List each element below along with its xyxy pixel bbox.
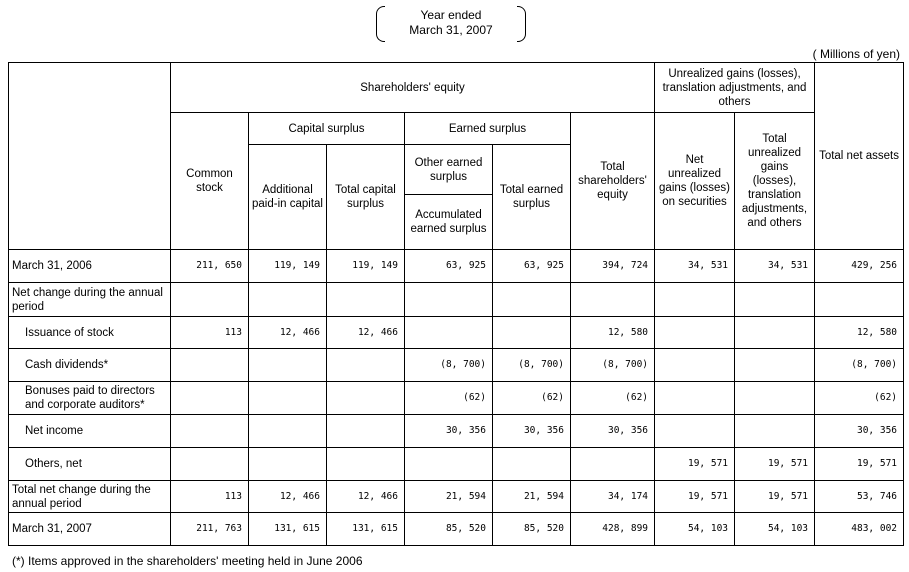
table-row [9,382,904,415]
cell-value: 53, 746 [815,481,904,513]
header-capital-surplus: Capital surplus [249,113,405,145]
units-label: ( Millions of yen) [812,47,900,61]
header-accumulated-earned-surplus: Accumulated earned surplus [405,195,493,250]
cell-value [249,415,327,448]
cell-value [171,382,249,415]
table-row [9,250,904,283]
cell-value: 63, 925 [493,250,571,283]
cell-value: (8, 700) [571,349,655,382]
cell-value: 30, 356 [571,415,655,448]
cell-value: 12, 466 [249,481,327,513]
table-row [9,448,904,481]
cell-value [493,448,571,481]
header-net-unrealized-gains: Net unrealized gains (losses) on securities [655,113,735,250]
cell-value: (8, 700) [493,349,571,382]
row-label: Net change during the annual period [9,283,171,317]
cell-value [405,283,493,317]
cell-value [735,317,815,349]
header-total-net-assets: Total net assets [815,63,904,250]
header-total-shareholders-equity: Total shareholders' equity [571,113,655,250]
header-total-capital-surplus: Total capital surplus [327,145,405,250]
footnote: (*) Items approved in the shareholders' meeting held in June 2006 [12,554,363,568]
cell-value: 12, 580 [815,317,904,349]
period-title [376,6,526,42]
cell-value [327,382,405,415]
cell-value: 113 [171,481,249,513]
cell-value: 85, 520 [405,513,493,546]
cell-value: 19, 571 [735,481,815,513]
cell-value: 113 [171,317,249,349]
header-total-earned-surplus: Total earned surplus [493,145,571,250]
cell-value: 428, 899 [571,513,655,546]
cell-value [171,415,249,448]
cell-value [571,283,655,317]
table-row [9,481,904,513]
cell-value [735,382,815,415]
cell-value [735,415,815,448]
cell-value: 21, 594 [493,481,571,513]
row-label: Total net change during the annual period [9,481,171,513]
header-unrealized-group: Unrealized gains (losses), translation adjustments, and others [655,63,815,113]
cell-value: 19, 571 [655,448,735,481]
cell-value: (8, 700) [405,349,493,382]
cell-value: 34, 531 [735,250,815,283]
cell-value: 30, 356 [405,415,493,448]
cell-value [249,382,327,415]
cell-value: 119, 149 [327,250,405,283]
header-total-unrealized-gains: Total unrealized gains (losses), translation adjustments, and others [735,113,815,250]
cell-value [249,349,327,382]
cell-value [171,448,249,481]
cell-value [735,349,815,382]
cell-value [493,283,571,317]
cell-value: 54, 103 [735,513,815,546]
table-row [9,513,904,546]
cell-value: 34, 531 [655,250,735,283]
cell-value: 21, 594 [405,481,493,513]
cell-value: 12, 466 [327,481,405,513]
cell-value [735,283,815,317]
cell-value: 30, 356 [493,415,571,448]
cell-value: 131, 615 [327,513,405,546]
cell-value: 19, 571 [735,448,815,481]
cell-value: 211, 650 [171,250,249,283]
header-common-stock: Common stock [171,113,249,250]
cell-value: 63, 925 [405,250,493,283]
cell-value [327,415,405,448]
cell-value [405,317,493,349]
cell-value: (62) [405,382,493,415]
cell-value: 19, 571 [815,448,904,481]
period-title-line1: Year ended [420,8,482,22]
table-row [9,349,904,382]
cell-value [327,448,405,481]
table-row [9,415,904,448]
row-label: March 31, 2006 [9,250,171,283]
row-label: March 31, 2007 [9,513,171,546]
cell-value: 211, 763 [171,513,249,546]
cell-value [249,448,327,481]
cell-value: 19, 571 [655,481,735,513]
cell-value: 85, 520 [493,513,571,546]
header-other-earned-surplus: Other earned surplus [405,145,493,195]
period-title-line2: March 31, 2007 [409,23,493,37]
cell-value [655,382,735,415]
cell-value [655,283,735,317]
cell-value: (8, 700) [815,349,904,382]
row-label: Cash dividends* [9,349,171,382]
cell-value [655,317,735,349]
cell-value: 131, 615 [249,513,327,546]
cell-value: 54, 103 [655,513,735,546]
cell-value: 12, 466 [327,317,405,349]
header-additional-paid-in-capital: Additional paid-in capital [249,145,327,250]
cell-value: 30, 356 [815,415,904,448]
cell-value [655,349,735,382]
cell-value [655,415,735,448]
cell-value: 34, 174 [571,481,655,513]
table-row [9,317,904,349]
cell-value: 483, 002 [815,513,904,546]
cell-value: (62) [815,382,904,415]
cell-value [405,448,493,481]
cell-value [249,283,327,317]
cell-value: 119, 149 [249,250,327,283]
cell-value: 394, 724 [571,250,655,283]
cell-value: 12, 466 [249,317,327,349]
cell-value: (62) [571,382,655,415]
header-earned-surplus: Earned surplus [405,113,571,145]
cell-value: (62) [493,382,571,415]
header-shareholders-equity: Shareholders' equity [171,63,655,113]
period-title-text [376,8,526,38]
row-label: Others, net [9,448,171,481]
row-label: Bonuses paid to directors and corporate auditors* [9,382,171,415]
cell-value [815,283,904,317]
cell-value [327,283,405,317]
table-row [9,283,904,317]
header-blank [9,63,171,250]
cell-value [571,448,655,481]
cell-value: 429, 256 [815,250,904,283]
cell-value [493,317,571,349]
row-label: Issuance of stock [9,317,171,349]
cell-value [327,349,405,382]
cell-value [171,349,249,382]
cell-value: 12, 580 [571,317,655,349]
cell-value [171,283,249,317]
equity-statement-table [8,62,904,546]
row-label: Net income [9,415,171,448]
